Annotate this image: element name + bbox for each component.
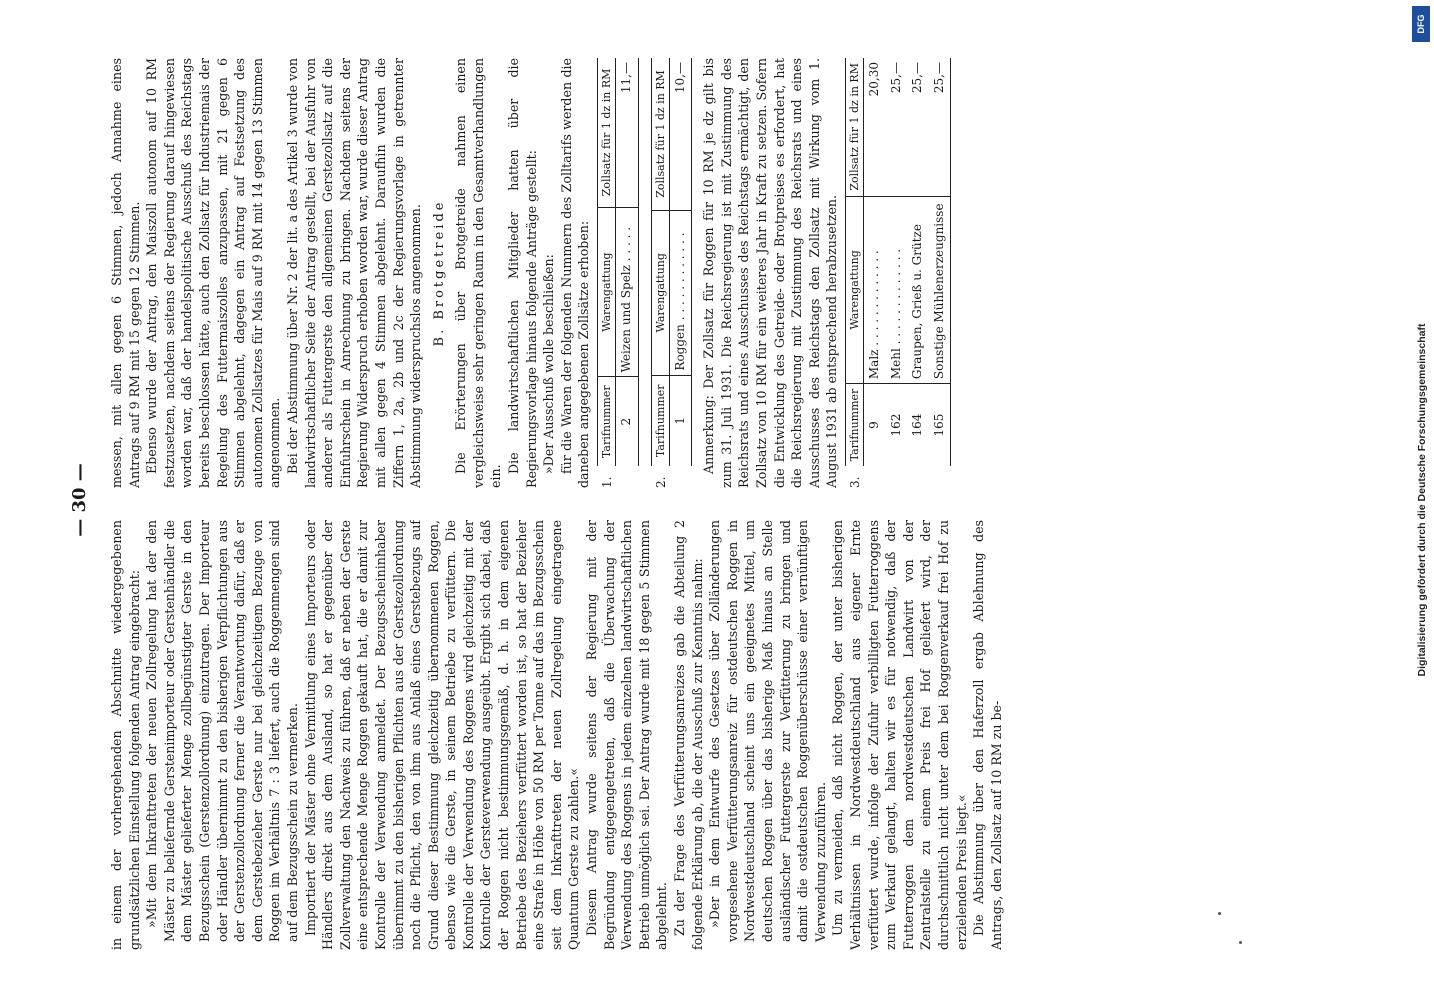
table-cell: Roggen . . . . . . . . . . . . bbox=[669, 210, 692, 375]
paragraph: Diesem Antrag wurde seitens der Regierung mit der Begründung entgegengetreten, daß die Überwachung der Verwendung des Roggens in jedem einzelnen landwirtschaftlichen Betrieb unmöglich sei. Der Antrag wurde mit 18 gegen 5 Stimmen abgelehnt. bbox=[584, 520, 670, 950]
note-paragraph: Anmerkung: Der Zollsatz für Roggen für 10 RM je dz gilt bis zum 31. Juli 1931. Die Reichsregierung ist mit Zustimmung des Reichsrats und eines Ausschusses des Reichstags ermächtigt, den Zollsatz von 10 RM für ein weiteres Jahr in Kraft zu setzen. Sofern die Entwicklung des Getreide- oder Brotpreises es erfordert, hat die Reichsregierung mit Zustimmung des Reichsrats und eines Ausschusses des Reichstags den Zollsatz mit Wirkung vom 1. August 1931 ab entsprechend herabzusetzen. bbox=[701, 58, 840, 488]
tariff-table bbox=[597, 58, 639, 466]
paragraph: »Mit dem Inkrafttreten der neuen Zollregelung hat der den Mäster zu beliefernde Gerstenimporteur oder Gerstenhändler die dem Mäster gelieferter Menge zollbegünstigter Gerste in den Bezugsschein (Gerstenzollordnung) einzutragen. Der Importeur oder Händler übernimmt zu den bisherigen Verpflichtungen aus der Gerstenzollordnung ferner die Verantwortung dafür, daß er dem Gerstebezieher Gerste nur bei gleichzeitigem Bezuge von Roggen im Verhältnis 7 : 3 liefert, auch die Roggenmengen sind auf dem Bezugsschein zu vermerken. bbox=[144, 520, 300, 942]
tariff-table-3 bbox=[841, 58, 959, 488]
table-row bbox=[886, 58, 908, 466]
tariff-table-1 bbox=[593, 58, 647, 488]
digitization-credit: Digitalisierung gefördert durch die Deutsche Forschungsgemeinschaft bbox=[1416, 323, 1428, 677]
table-number: 1. bbox=[600, 476, 615, 488]
table-header: Tarifnummer bbox=[598, 377, 616, 466]
table-header: Warengattung bbox=[845, 196, 863, 383]
table-cell: 165 bbox=[929, 384, 951, 466]
table-cell: 162 bbox=[888, 413, 903, 437]
paragraph: Ebenso wurde der Antrag, den Maiszoll autonom auf 10 RM festzusetzen, nachdem seitens der Regierung darauf hingewiesen worden war, daß der handelspolitische Ausschuß des Reichstags bereits beschlossen hätte, auch den Zollsatz für Industriemais der Regelung des Futtermaiszolles anzupassen, mit 21 gegen 6 Stimmen abgelehnt, dagegen ein Antrag auf Festsetzung des autonomen Zollsatzes für Mais auf 9 RM mit 14 gegen 13 Stimmen angenommen. bbox=[144, 58, 283, 488]
table-number: 3. bbox=[847, 476, 862, 488]
table-header: Zollsatz für 1 dz in RM bbox=[598, 58, 616, 207]
paragraph: Die Abstimmung über den Haferzoll ergab Ablehnung des Antrags, den Zollsatz auf 10 RM zu be- bbox=[971, 520, 1004, 950]
table-header: Warengattung bbox=[598, 207, 616, 377]
table-header: Tarifnummer bbox=[651, 375, 669, 466]
table-header: Zollsatz für 1 dz in RM bbox=[845, 58, 863, 196]
table-cell: Mehl . . . . . . . . . . . . . bbox=[886, 196, 908, 383]
paragraph: »Der Ausschuß wolle beschließen: bbox=[541, 254, 557, 474]
rotated-page-content bbox=[60, 50, 1380, 950]
table-cell: Graupen, Grieß u. Grütze bbox=[907, 196, 929, 383]
tariff-table bbox=[845, 58, 951, 466]
table-header: Zollsatz für 1 dz in RM bbox=[651, 58, 669, 210]
table-cell: 1 bbox=[669, 375, 692, 466]
table-cell: 2 bbox=[616, 377, 639, 466]
paragraph: Die Erörterungen über Brotgetreide nahmen einen vergleichsweise sehr geringen Raum in den Gesamtverhandlungen ein. bbox=[453, 58, 504, 488]
paragraph: messen, mit allen gegen 6 Stimmen, jedoch Annahme eines Antrags auf 9 RM mit 15 gegen 12 Stimmen. bbox=[109, 58, 142, 488]
table-cell: Sonstige Mühlenerzeugnisse bbox=[929, 196, 951, 383]
scan-speck bbox=[1239, 941, 1242, 944]
table-header: Warengattung bbox=[651, 210, 669, 375]
dfg-logo bbox=[1412, 6, 1430, 42]
paragraph: für die Waren der folgenden Nummern des Zolltarifs werden die daneben angegebenen Zollsätze erhoben: bbox=[558, 58, 592, 488]
table-row bbox=[863, 58, 885, 466]
paragraph: »Der in dem Entwurfe des Gesetzes über Zolländerungen vorgesehene Verfütterungsanreiz für ostdeutschen Roggen in Nordwestdeutschland scheint uns ein geeignetes Mittel, um deutschen Roggen über das bisherige Maß hinaus an Stelle ausländischer Futtergerste zur Verfütterung zu bringen und damit die ostdeutschen Roggenüberschüsse einer vernünftigen Verwendung zuzuführen. bbox=[707, 520, 828, 942]
section-heading: B. Brotgetreide bbox=[431, 199, 447, 347]
tariff-table-2 bbox=[647, 58, 701, 488]
table-cell: 11,— bbox=[616, 58, 639, 207]
table-cell: 20,30 bbox=[863, 58, 885, 196]
table-cell: 9 bbox=[866, 421, 881, 429]
paragraph: Die landwirtschaftlichen Mitglieder hatten über die Regierungsvorlage hinaus folgende Anträge gestellt: bbox=[506, 58, 539, 488]
table-header: Tarifnummer bbox=[845, 384, 863, 466]
paragraph: in einem der vorhergehenden Abschnitte wiedergegebenen grundsätzlichen Einstellung folgenden Antrag eingebracht: bbox=[109, 520, 142, 950]
page-number: — 30 — bbox=[69, 463, 90, 537]
table-cell: 25,— bbox=[886, 58, 908, 196]
table-cell: 10,— bbox=[669, 58, 692, 210]
table-number: 2. bbox=[653, 476, 668, 488]
paragraph: Um zu vermeiden, daß nicht Roggen, der unter bisherigen Verhältnissen in Nordwestdeutschland aus eigener Ernte verfüttert wurde, infolge der Zufuhr verbilligten Futterroggens zum Verkauf gelangt, halten wir es für notwendig, daß der Futterroggen dem nordwestdeutschen Landwirt von der Zentralstelle zu einem Preis frei Hof geliefert wird, der durchschnittlich nicht unter dem bei Roggenverkauf frei Hof zu erzielenden Preis liegt.« bbox=[830, 520, 969, 950]
scan-speck bbox=[1218, 912, 1221, 915]
table-row bbox=[907, 58, 929, 466]
table-cell: 164 bbox=[910, 413, 925, 437]
dfg-logo-text: DFG bbox=[1416, 14, 1426, 34]
table-cell: 25,— bbox=[929, 58, 951, 196]
table-row bbox=[616, 58, 639, 466]
table-row bbox=[929, 58, 951, 466]
left-column bbox=[108, 520, 1328, 950]
paragraph: Zu der Frage des Verfütterungsanreizes gab die Abteilung 2 folgende Erklärung ab, die der Ausschuß zur Kenntnis nahm: bbox=[672, 520, 705, 950]
paragraph: Importiert der Mäster ohne Vermittlung eines Importeurs oder Händlers direkt aus dem Ausland, so hat er gegenüber der Zollverwaltung den Nachweis zu führen, daß er neben der Gerste eine entsprechende Menge Roggen gekauft hat, die er damit zur Kontrolle der Verwendung anmeldet. Der Bezugsscheininhaber übernimmt zu den bisherigen Pflichten aus der Gerstezollordnung noch die Pflicht, den von ihm aus Anlaß eines Gerstebezugs auf Grund dieser Bestimmung gleichzeitig übernommenen Roggen, ebenso wie die Gerste, in seinem Betriebe zu verfüttern. Die Kontrolle der Verwendung des Roggens wird gleichzeitig mit der Kontrolle der Gersteverwendung ausgeübt. Ergibt sich dabei, daß der Roggen nicht bestimmungsgemäß, d. h. in dem eigenen Betriebe des Beziehers verfüttert worden ist, so hat der Bezieher eine Strafe in Höhe von 50 RM per Tonne auf das im Bezugsschein seit dem Inkrafttreten der neuen Zollregelung eingetragene Quantum Gerste zu zahlen.« bbox=[302, 520, 582, 950]
paragraph: Bei der Abstimmung über Nr. 2 der lit. a des Artikel 3 wurde von landwirtschaftlicher Seite der Antrag gestellt, bei der Ausfuhr von anderer als Futtergerste den allgemeinen Gerstezollsatz auf die Einfuhrschein in Anrechnung zu bringen. Nachdem seitens der Regierung Widerspruch erhoben worden war, wurde dieser Antrag mit allen gegen 4 Stimmen abgelehnt. Daraufhin wurden die Ziffern 1, 2a, 2b und 2c der Regierungsvorlage in getrennter Abstimmung widerspruchslos angenommen. bbox=[284, 58, 424, 488]
right-column bbox=[108, 58, 1328, 488]
table-cell: 25,— bbox=[907, 58, 929, 196]
tariff-table bbox=[651, 58, 693, 466]
table-row bbox=[669, 58, 692, 466]
table-cell: Malz . . . . . . . . . . . . . bbox=[863, 196, 885, 383]
table-cell: Weizen und Spelz . . . . . bbox=[616, 207, 639, 377]
